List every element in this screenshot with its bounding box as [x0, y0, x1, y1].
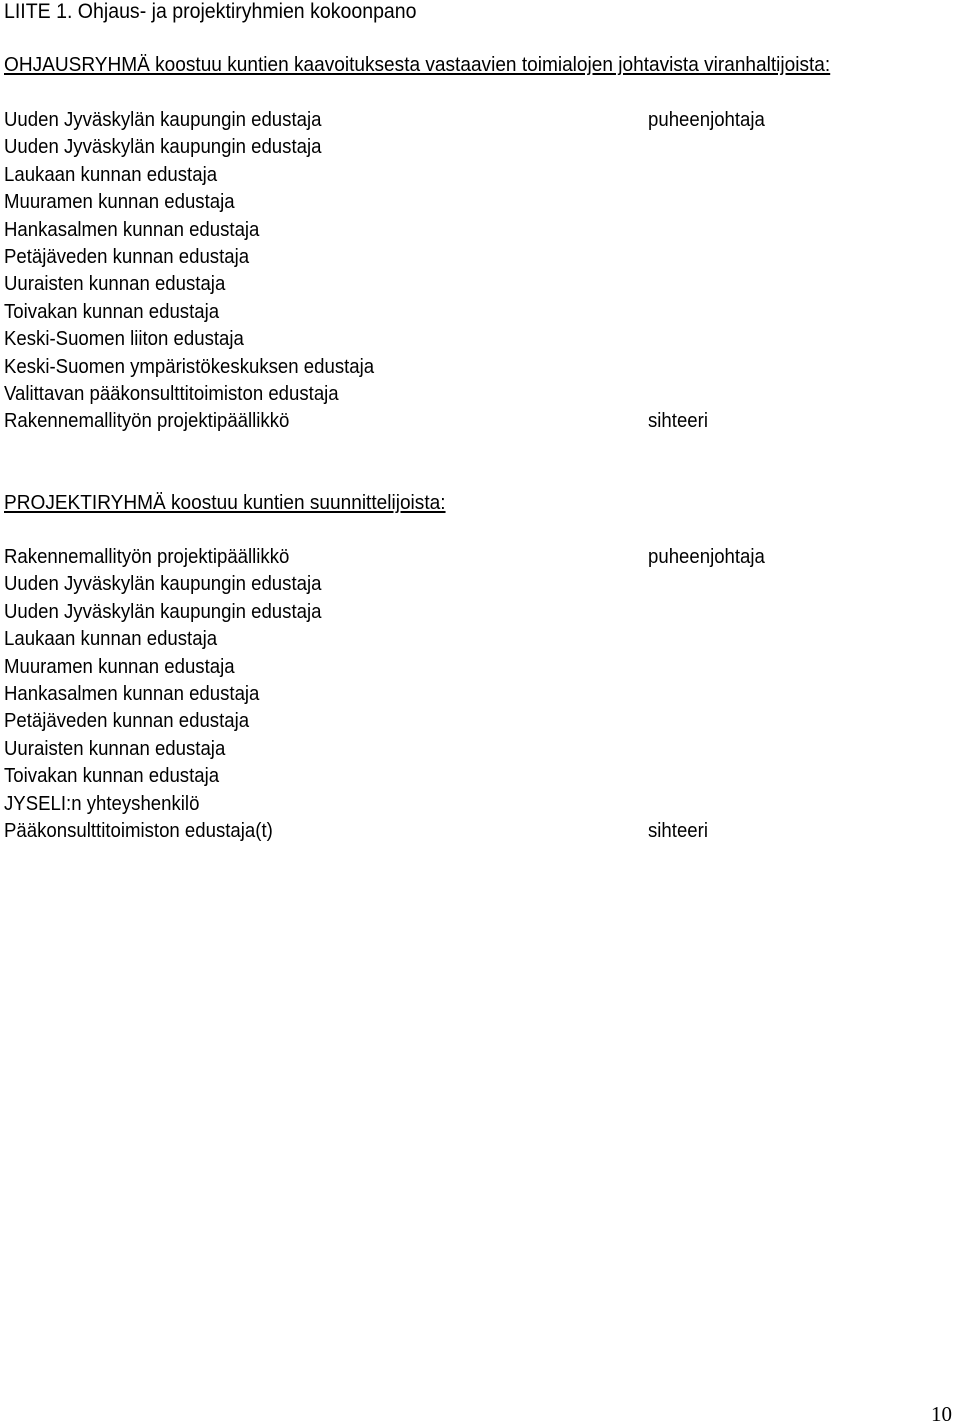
- member-name: Uuden Jyväskylän kaupungin edustaja: [4, 136, 322, 159]
- document-title: LIITE 1. Ohjaus- ja projektiryhmien kokoonpano: [4, 0, 417, 23]
- member-name: Laukaan kunnan edustaja: [4, 628, 218, 651]
- member-name: Keski-Suomen ympäristökeskuksen edustaja: [4, 355, 375, 378]
- member-row: [4, 107, 904, 134]
- member-name: Muuramen kunnan edustaja: [4, 655, 235, 678]
- member-name: Laukaan kunnan edustaja: [4, 163, 218, 186]
- member-name: Keski-Suomen liiton edustaja: [4, 328, 244, 351]
- page-number: 10: [931, 1402, 952, 1426]
- member-name: Rakennemallityön projektipäällikkö: [4, 410, 290, 433]
- member-name: Uuraisten kunnan edustaja: [4, 273, 226, 296]
- member-name: Hankasalmen kunnan edustaja: [4, 682, 260, 705]
- member-row: [4, 217, 904, 244]
- member-row: [4, 354, 904, 381]
- member-name: Hankasalmen kunnan edustaja: [4, 218, 260, 241]
- member-row: [4, 681, 904, 708]
- member-name: Muuramen kunnan edustaja: [4, 191, 235, 214]
- member-row: [4, 326, 904, 353]
- member-name: Petäjäveden kunnan edustaja: [4, 710, 250, 733]
- member-role: puheenjohtaja: [648, 546, 765, 568]
- member-row: [4, 381, 904, 408]
- member-row: [4, 791, 904, 818]
- member-role: sihteeri: [648, 410, 708, 433]
- member-name: Uuden Jyväskylän kaupungin edustaja: [4, 600, 322, 623]
- member-row: [4, 162, 904, 189]
- member-name: Rakennemallityön projektipäällikkö: [4, 546, 290, 568]
- member-row: [4, 818, 904, 845]
- member-name: Uuden Jyväskylän kaupungin edustaja: [4, 573, 322, 596]
- member-row: [4, 599, 904, 626]
- member-row: [4, 571, 904, 598]
- member-name: JYSELI:n yhteyshenkilö: [4, 792, 200, 815]
- steering-group-member-list: [4, 107, 904, 436]
- member-row: [4, 189, 904, 216]
- member-name: Pääkonsulttitoimiston edustaja(t): [4, 819, 273, 842]
- member-name: Uuraisten kunnan edustaja: [4, 737, 226, 760]
- member-row: [4, 134, 904, 161]
- project-group-member-list: [4, 544, 904, 845]
- member-row: [4, 626, 904, 653]
- member-role: puheenjohtaja: [648, 109, 765, 131]
- member-row: [4, 736, 904, 763]
- member-name: Uuden Jyväskylän kaupungin edustaja: [4, 109, 322, 131]
- member-row: [4, 299, 904, 326]
- member-name: Petäjäveden kunnan edustaja: [4, 245, 250, 268]
- member-name: Valittavan pääkonsulttitoimiston edustaja: [4, 382, 339, 405]
- member-row: [4, 763, 904, 790]
- member-row: [4, 708, 904, 735]
- member-name: Toivakan kunnan edustaja: [4, 765, 220, 788]
- member-row: [4, 408, 904, 435]
- steering-group-heading: OHJAUSRYHMÄ koostuu kuntien kaavoituksesta vastaavien toimialojen johtavista viranhaltijoista:: [4, 53, 831, 76]
- member-row: [4, 654, 904, 681]
- project-group-heading: PROJEKTIRYHMÄ koostuu kuntien suunnittelijoista:: [4, 491, 446, 514]
- member-row: [4, 544, 904, 571]
- member-role: sihteeri: [648, 819, 708, 842]
- member-row: [4, 244, 904, 271]
- member-row: [4, 271, 904, 298]
- member-name: Toivakan kunnan edustaja: [4, 300, 220, 323]
